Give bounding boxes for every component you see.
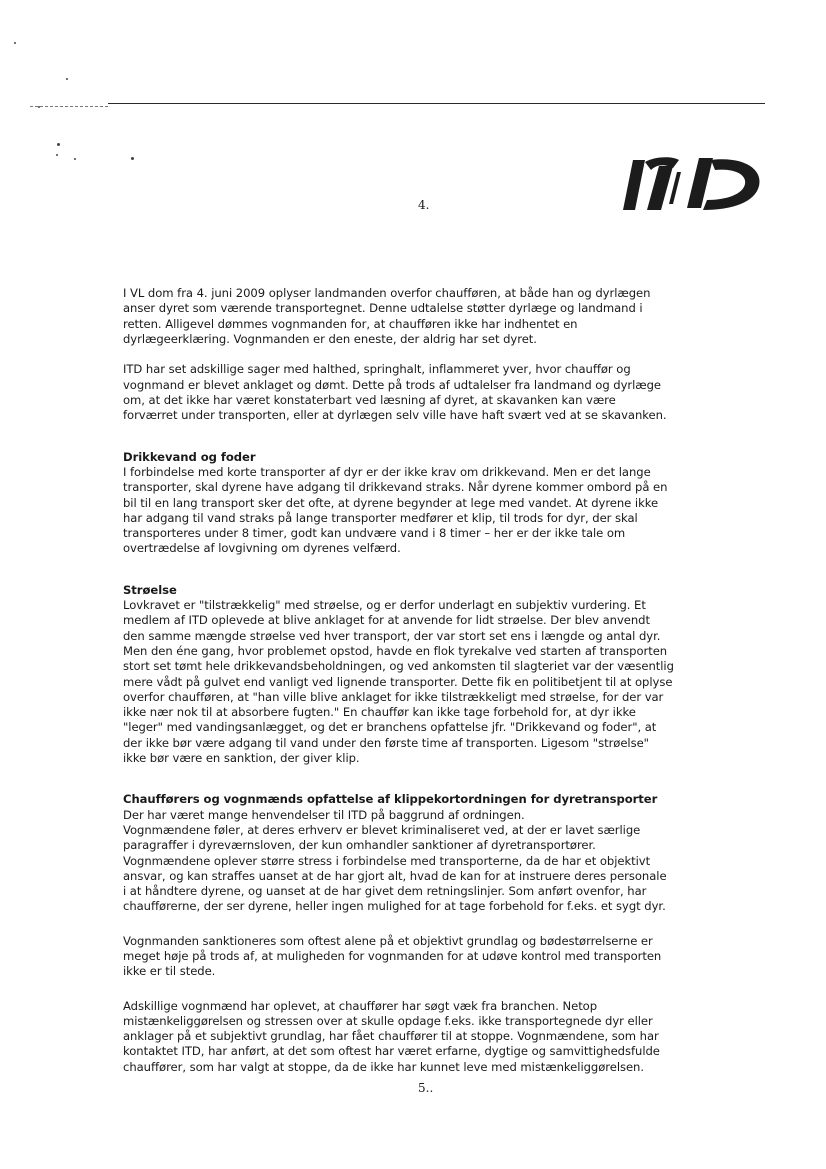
text-line: vognmand er blevet anklaget og dømt. Dette på trods af udtalelser fra landmand og dyrlæge [123,377,662,392]
text-line: mere vådt på gulvet end vanligt ved lignende transporter. Dette fik en politibetjent til at oplyse [123,674,673,689]
document-body [123,286,733,1090]
scan-speck [56,154,58,156]
section-paragraph [123,999,733,1075]
scan-speck [74,158,76,160]
text-line: transporter, skal dyrene have adgang til drikkevand straks. Når dyrene kommer ombord på en [123,480,668,495]
text-line: kontaktet ITD, har anført, at det som oftest har været erfarne, dygtige og samvittighedsfulde [123,1044,660,1059]
next-page-marker: 5.. [418,1081,434,1095]
text-line: meget høje på trods af, at muligheden for vognmanden for at udøve kontrol med transporten [123,948,662,963]
text-line: transporteres under 8 timer, godt kan undvære vand i 8 timer – her er der ikke tale om [123,526,626,541]
intro-paragraph [123,286,733,347]
text-line: anser dyret som værende transportegnet. Denne udtalelse støtter dyrlæge og landmand i [123,301,643,316]
text-line: overtrædelse af lovgivning om dyrenes velfærd. [123,541,401,556]
text-line: om, at det ikke har været konstaterbart ved læsning af dyret, at skavanken kan være [123,393,616,408]
text-line: Vognmanden sanktioneres som oftest alene på et objektivt grundlag og bødestørrelserne er [123,933,653,948]
header-rule-fragment [30,106,108,107]
text-line: paragraffer i dyreværnsloven, der kun omhandler sanktioner af dyretransportører. [123,838,596,853]
text-line: den samme mængde strøelse ved hver transport, der var stort set ens i længde og antal dyr. [123,628,661,643]
text-line: chauffører, som har valgt at stoppe, da de ikke har kunnet leve med mistænkeliggørelsen. [123,1059,644,1074]
text-line: I VL dom fra 4. juni 2009 oplyser landmanden overfor chaufføren, at både han og dyrlægen [123,286,651,300]
text-line: i at håndtere dyrene, og uanset at de har givet dem retningslinjer. Som anført ovenfor, har [123,884,647,899]
text-line: dyrlægeerklæring. Vognmanden er den eneste, der aldrig har set dyret. [123,331,537,346]
section-paragraph [123,808,733,915]
text-line: ikke bør være en sanktion, der giver klip. [123,751,360,766]
intro-paragraph [123,362,733,423]
text-line: Men den éne gang, hvor problemet opstod, havde en flok tyrekalve ved starten af transporten [123,643,668,658]
text-line: Der har været mange henvendelser til ITD på baggrund af ordningen. [123,807,525,822]
text-line: "leger" med vandingsanlægget, og det er branchens opfattelse jfr. "Drikkevand og foder", at [123,720,657,735]
scan-speck [131,157,134,160]
page-number: 4. [418,198,430,212]
scan-speck [14,42,16,44]
section-heading: Strøelse [123,582,177,597]
text-line: overfor chaufføren, at "han ville blive anklaget for ikke tilstrækkeligt med strøelse, for der var [123,689,664,704]
text-line: Vognmændene føler, at deres erhverv er blevet kriminaliseret ved, at der er lavet særlige [123,822,641,837]
section-heading: Drikkevand og foder [123,449,256,464]
text-line: har adgang til vand straks på lange transporter medfører et klip, til trods for dyr, der skal [123,510,638,525]
section-paragraph [123,934,733,980]
section-klippekort [123,792,733,1075]
section-paragraph [123,598,733,766]
text-line: bil til en lang transport sker det ofte, at dyrene begynder at lege med vandet. At dyrene ikke [123,495,659,510]
text-line: mistænkeliggørelsen og stressen over at skulle opdage f.eks. ikke transportegnede dyr eller [123,1013,653,1028]
text-line: anklager på et subjektivt grundlag, har fået chauffører til at stoppe. Vognmændene, som har [123,1029,659,1044]
text-line: der ikke bør være adgang til vand under den første time af transporten. Ligesom "strøelse" [123,735,649,750]
text-line: chaufførerne, der ser dyrene, heller ingen mulighed for at tage forbehold for f.eks. et sygt dyr. [123,899,666,914]
itd-logo [615,148,765,216]
text-line: ikke nær nok til at absorbere fugten." En chauffør kan ikke tage forbehold for, at dyr ikke [123,705,636,720]
text-line: forværret under transporten, eller at dyrlægen selv ville have haft svært ved at se skavanken. [123,408,667,423]
header-rule [108,103,765,104]
text-line: retten. Alligevel dømmes vognmanden for, at chaufføren ikke har indhentet en [123,316,578,331]
text-line: Lovkravet er "tilstrækkelig" med strøelse, og er derfor underlagt en subjektiv vurdering. Et [123,598,646,613]
text-line: medlem af ITD oplevede at blive anklaget for at anvende for lidt strøelse. Der blev anvendt [123,613,650,628]
section-drikkevand [123,450,733,557]
section-paragraph [123,465,733,557]
text-line: stort set tømt hele drikkevandsbeholdningen, og ved ankomsten til slagteriet var der væsentlig [123,659,674,674]
text-line: Adskillige vognmænd har oplevet, at chauffører har søgt væk fra branchen. Netop [123,998,598,1013]
section-stroelse [123,583,733,767]
text-line: ikke er til stede. [123,964,216,979]
text-line: Vognmændene oplever større stress i forbindelse med transporterne, da de har et objektivt [123,853,651,868]
scan-speck [66,78,68,80]
scan-speck [57,143,60,146]
section-heading: Chaufførers og vognmænds opfattelse af klippekortordningen for dyretransporter [123,792,658,807]
text-line: I forbindelse med korte transporter af dyr er der ikke krav om drikkevand. Men er det lange [123,464,651,479]
text-line: ansvar, og kan straffes uanset at de har gjort alt, hvad de kan for at instruere deres personale [123,868,667,883]
text-line: ITD har set adskillige sager med halthed, springhalt, inflammeret yver, hvor chauffør og [123,362,631,377]
